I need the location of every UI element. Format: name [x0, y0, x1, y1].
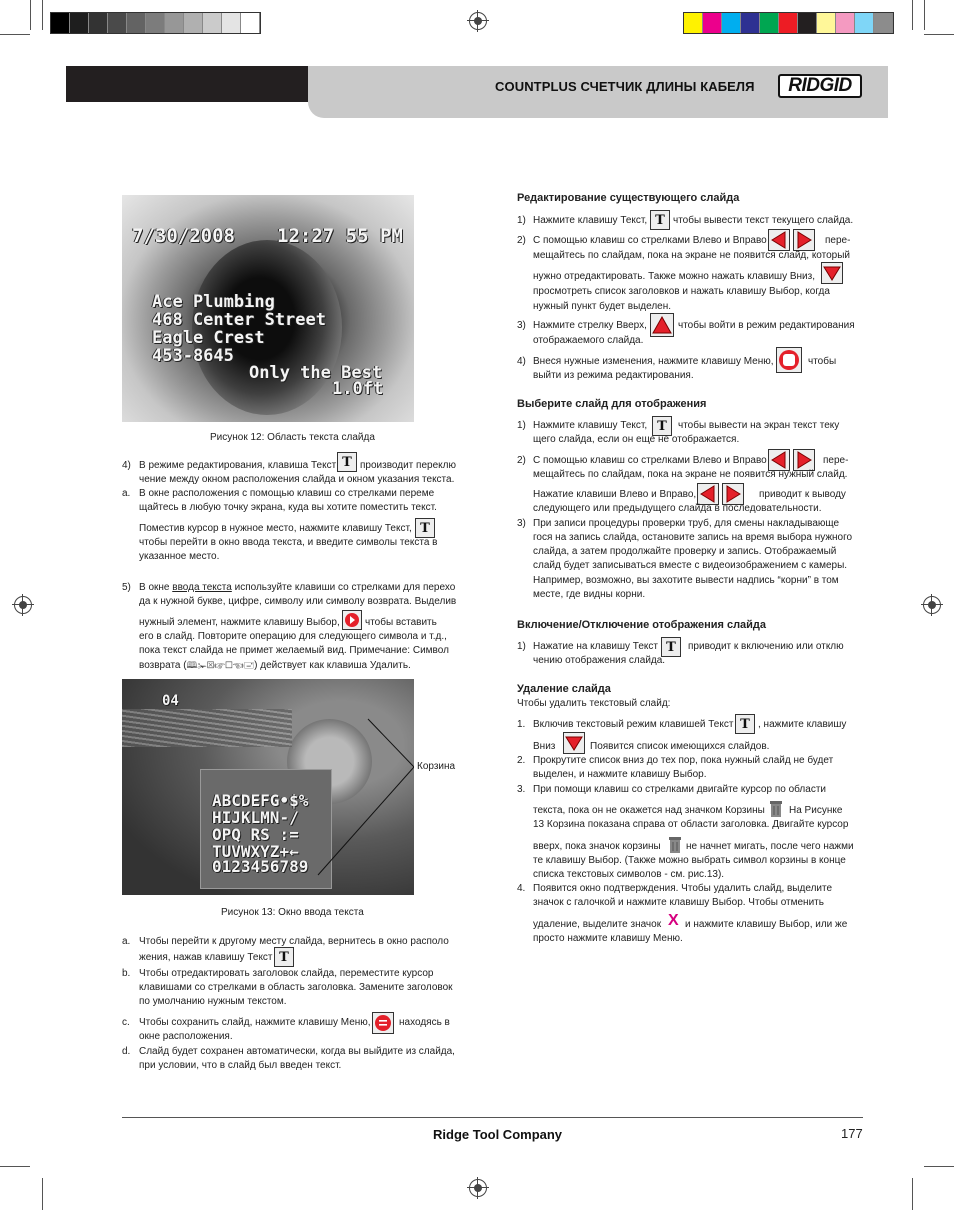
trash-callout-label: Корзина	[417, 761, 456, 772]
text-key-icon: T	[661, 637, 681, 657]
registration-mark-icon	[469, 12, 487, 30]
text-key-icon: T	[274, 947, 294, 967]
delete-x-icon: X	[668, 912, 679, 929]
figure12-caption: Рисунок 12: Область текста слайда	[210, 432, 375, 443]
crop-mark	[912, 0, 913, 30]
left-arrow-key-icon	[768, 229, 790, 251]
registration-mark-icon	[923, 596, 941, 614]
footer-company: Ridge Tool Company	[433, 1127, 563, 1142]
figure12-image: 7/30/2008 12:27 55 PM Ace Plumbing 468 Center Street Eagle Crest 453-8645 Only the Best 1.0ft	[122, 195, 414, 422]
color-bar	[683, 12, 894, 34]
crop-mark	[0, 1166, 30, 1167]
menu-key-icon	[372, 1012, 394, 1034]
figure13-image: 04 ABCDEFG•$% HIJKLMN-/ OPQ RS := TUVWXYZ+← 0123456789	[122, 679, 414, 895]
text-key-icon: T	[415, 518, 435, 538]
page-title: COUNTPLUS СЧЕТЧИК ДЛИНЫ КАБЕЛЯ	[495, 79, 755, 94]
page-number: 177	[841, 1126, 863, 1141]
crop-mark	[912, 1178, 913, 1210]
trash-icon	[668, 836, 682, 854]
crop-mark	[924, 0, 925, 30]
down-arrow-key-icon	[563, 732, 585, 754]
text-key-icon: T	[650, 210, 670, 230]
crop-mark	[42, 1178, 43, 1210]
text-key-icon: T	[652, 416, 672, 436]
text-key-icon: T	[735, 714, 755, 734]
registration-mark-icon	[14, 596, 32, 614]
crop-mark	[42, 0, 43, 30]
trash-icon	[769, 800, 783, 818]
select-key-icon	[342, 610, 362, 630]
crop-mark	[0, 34, 30, 35]
figure13-caption: Рисунок 13: Окно ввода текста	[221, 907, 364, 918]
up-arrow-key-icon	[650, 313, 674, 337]
crop-mark	[924, 1166, 954, 1167]
header-dark-block	[66, 66, 308, 102]
section-heading: Удаление слайда	[517, 683, 611, 695]
section-heading: Редактирование существующего слайда	[517, 192, 740, 204]
footer-rule	[122, 1117, 863, 1118]
menu-key-icon	[776, 347, 802, 373]
grayscale-bar	[50, 12, 261, 34]
ridgid-logo: RIDGID	[778, 74, 862, 98]
return-symbols: 🕮✁☒☞☐☜🖃	[186, 660, 255, 670]
right-arrow-key-icon	[793, 229, 815, 251]
registration-mark-icon	[469, 1179, 487, 1197]
crop-mark	[30, 0, 31, 30]
down-arrow-key-icon	[821, 262, 843, 284]
text-key-icon: T	[337, 452, 357, 472]
crop-mark	[924, 34, 954, 35]
section-heading: Выберите слайд для отображения	[517, 398, 707, 410]
section-heading: Включение/Отключение отображения слайда	[517, 619, 767, 631]
header-strip	[308, 102, 888, 118]
